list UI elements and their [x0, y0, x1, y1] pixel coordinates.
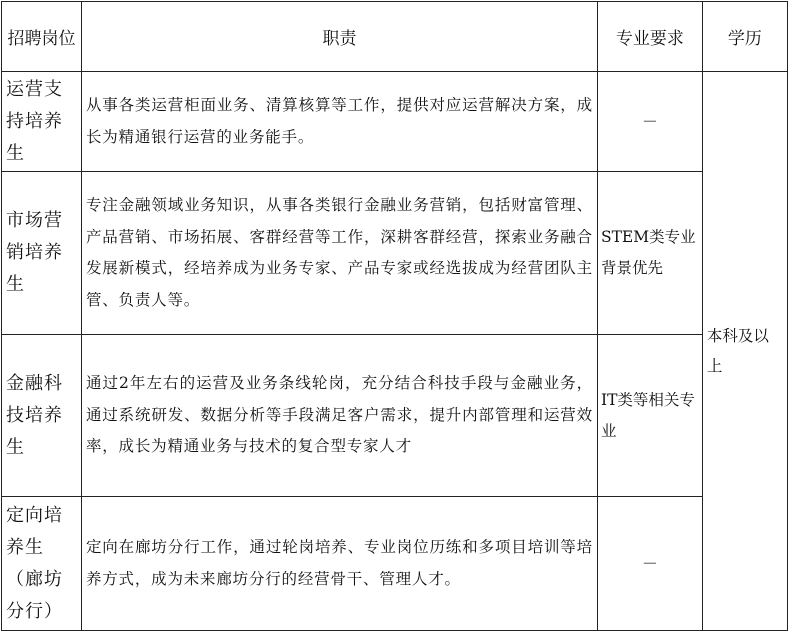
duty-cell: 专注金融领域业务知识，从事各类银行金融业务营销，包括财富管理、产品营销、市场拓展、客群经营等工作，深耕客群经营，探索业务融合发展新模式，经培养成为业务专家、产品专家或经选拔成为经营团队主管、负责人等。	[81, 172, 597, 335]
header-education: 学历	[702, 2, 787, 72]
major-cell: IT类等相关专业	[597, 335, 702, 497]
header-position: 招聘岗位	[2, 2, 82, 72]
major-cell: STEM类专业背景优先	[597, 172, 702, 335]
position-cell: 金融科技培养生	[2, 335, 82, 497]
position-cell: 运营支持培养生	[2, 72, 82, 172]
duty-cell: 通过2年左右的运营及业务条线轮岗，充分结合科技手段与金融业务，通过系统研发、数据分析等手段满足客户需求，提升内部管理和运营效率，成长为精通业务与技术的复合型专家人才	[81, 335, 597, 497]
table-row	[2, 172, 788, 335]
header-duty: 职责	[81, 2, 597, 72]
header-row	[2, 2, 788, 72]
table-row	[2, 335, 788, 497]
table-row	[2, 497, 788, 631]
recruitment-table	[1, 1, 788, 631]
position-cell: 定向培养生（廊坊分行）	[2, 497, 82, 631]
position-cell: 市场营销培养生	[2, 172, 82, 335]
major-cell: －	[597, 72, 702, 172]
duty-cell: 定向在廊坊分行工作，通过轮岗培养、专业岗位历练和多项目培训等培养方式，成为未来廊坊分行的经营骨干、管理人才。	[81, 497, 597, 631]
major-cell: －	[597, 497, 702, 631]
education-cell: 本科及以上	[702, 72, 787, 631]
header-major: 专业要求	[597, 2, 702, 72]
table-row	[2, 72, 788, 172]
duty-cell: 从事各类运营柜面业务、清算核算等工作，提供对应运营解决方案，成长为精通银行运营的业务能手。	[81, 72, 597, 172]
